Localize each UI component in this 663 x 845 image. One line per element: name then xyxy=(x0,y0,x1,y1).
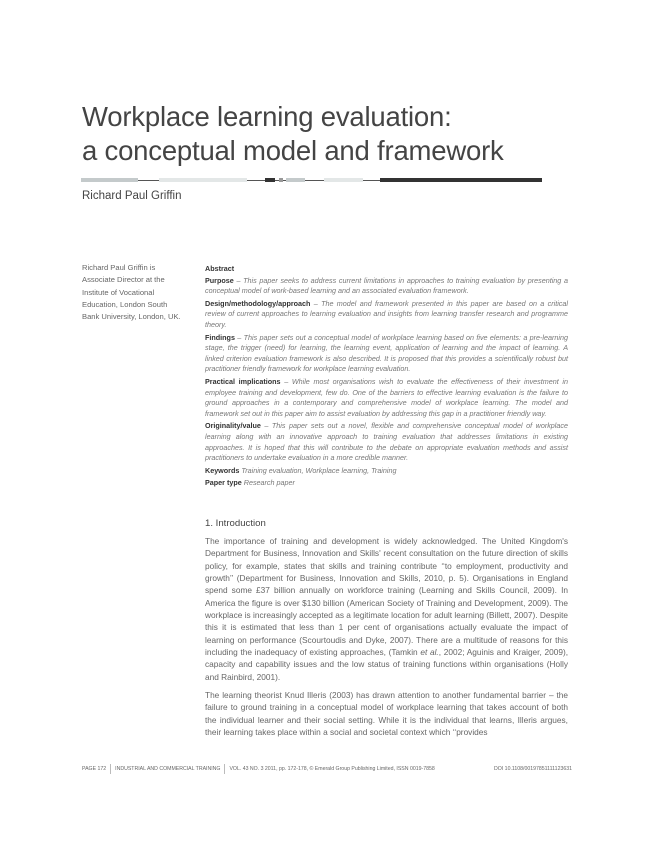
author-affiliation: Richard Paul Griffin is Associate Director at the Institute of Vocational Education, London South Bank University, London, UK. xyxy=(82,263,181,322)
divider xyxy=(224,764,225,774)
citation: VOL. 43 NO. 3 2011, pp. 172-178, © Emerald Group Publishing Limited, ISSN 0019-7858 xyxy=(229,766,435,772)
section-text: Research paper xyxy=(241,478,295,488)
paragraph: The learning theorist Knud Illeris (2003) has drawn attention to another fundamental barrier – the failure to ground training in a conceptual model of workplace learning that takes account of both the individual learner and their social setting. While it is the individual that learns, Illeris argues, their learning takes place within a social and societal context which ‘‘provides xyxy=(205,690,568,738)
section-label: Findings xyxy=(205,332,235,342)
text: et al. xyxy=(420,647,439,658)
section-label: Practical implications xyxy=(205,376,281,386)
abstract-implications xyxy=(205,377,568,419)
section-heading-introduction: 1. Introduction xyxy=(205,518,266,529)
section-text: – This paper sets out a conceptual model of workplace learning based on five elements: a pre-learning stage, the trigger (need) for learning, the learning event, application of learning and the impact of learning. A linked criterion evaluation framework is also described. It is proposed that this provides a scientifically robust but practitioner friendly framework for workplace learning evaluation. xyxy=(205,332,568,374)
title-line-2: a conceptual model and framework xyxy=(82,135,504,166)
article-title xyxy=(82,100,504,168)
author-name: Richard Paul Griffin xyxy=(82,190,182,202)
abstract-originality xyxy=(205,421,568,463)
divider xyxy=(110,764,111,774)
text: The importance of training and development is widely acknowledged. The United Kingdom's Department for Business, Innovation and Skills' recent consultation on the future direction of skills policy, for example, states that skills and training contribute ‘‘to employment, productivity and growth’’ (Department for Business, Innovation and Skills, 2010, p. 5). Organisations in England spend some £37 billion annually on workforce training (Learning and Skills Council, 2009). In America the figure is over $130 billion (American Society of Training and Development, 2009). The workplace is increasingly accepted as a legitimate location for adult learning (Billett, 2007). Despite this it is estimated that less than 1 per cent of organisations actually evaluate the impact of learning on performance (Scourtoudis and Dyke, 2007). There are a multitude of reasons for this including the inadequacy of existing approaches, (Tamkin xyxy=(205,536,568,658)
section-label: Design/methodology/approach xyxy=(205,298,311,308)
section-text: – This paper seeks to address current limitations in approaches to training evaluation by presenting a conceptual model of work-based learning and an associated evaluation framework. xyxy=(205,275,568,296)
abstract-heading: Abstract xyxy=(205,264,235,273)
abstract-purpose xyxy=(205,276,568,297)
doi: DOI 10.1108/00197851111123631 xyxy=(494,766,572,772)
introduction-body xyxy=(205,535,568,745)
abstract-paper-type xyxy=(205,478,568,489)
page-number: PAGE 172 xyxy=(82,766,107,772)
section-label: Originality/value xyxy=(205,421,261,431)
section-text: – The model and framework presented in this paper are based on a critical review of current approaches to learning evaluation and insights from learning transfer research and programme theory. xyxy=(205,298,568,329)
section-text: – This paper sets out a novel, flexible and comprehensive conceptual model of workplace learning along with an innovative approach to training evaluation that addresses limitations in existing approaches. It is hoped that this will contribute to the debate on appropriate evaluation methods and assist practitioners to undertake evaluation in a more credible manner. xyxy=(205,421,568,463)
text: , 2002; Aguinis and Kraiger, 2009), capacity and capability issues and the low status of training functions within organisations (Holly and Rainbird, 2001). xyxy=(205,647,569,682)
abstract-findings xyxy=(205,333,568,375)
section-text: – While most organisations wish to evaluate the effectiveness of their investment in employee training and development, few do. One of the barriers to effective learning evaluation is the failure to ground approaches in a contemporary and comprehensive model of workplace learning. The model and framework set out in this paper aim to assist evaluation by addressing this gap in a practitioner friendly way. xyxy=(205,376,568,418)
section-label: Keywords xyxy=(205,465,240,475)
decorative-rule xyxy=(0,178,663,182)
journal-name: INDUSTRIAL AND COMMERCIAL TRAINING xyxy=(115,766,221,772)
abstract-keywords xyxy=(205,466,568,477)
section-label: Purpose xyxy=(205,275,234,285)
paragraph xyxy=(205,535,568,683)
abstract-design xyxy=(205,299,568,331)
title-line-1: Workplace learning evaluation: xyxy=(82,101,452,132)
section-label: Paper type xyxy=(205,478,242,488)
page-footer xyxy=(82,764,572,774)
section-text: Training evaluation, Workplace learning, Training xyxy=(239,465,397,475)
abstract xyxy=(205,264,568,491)
